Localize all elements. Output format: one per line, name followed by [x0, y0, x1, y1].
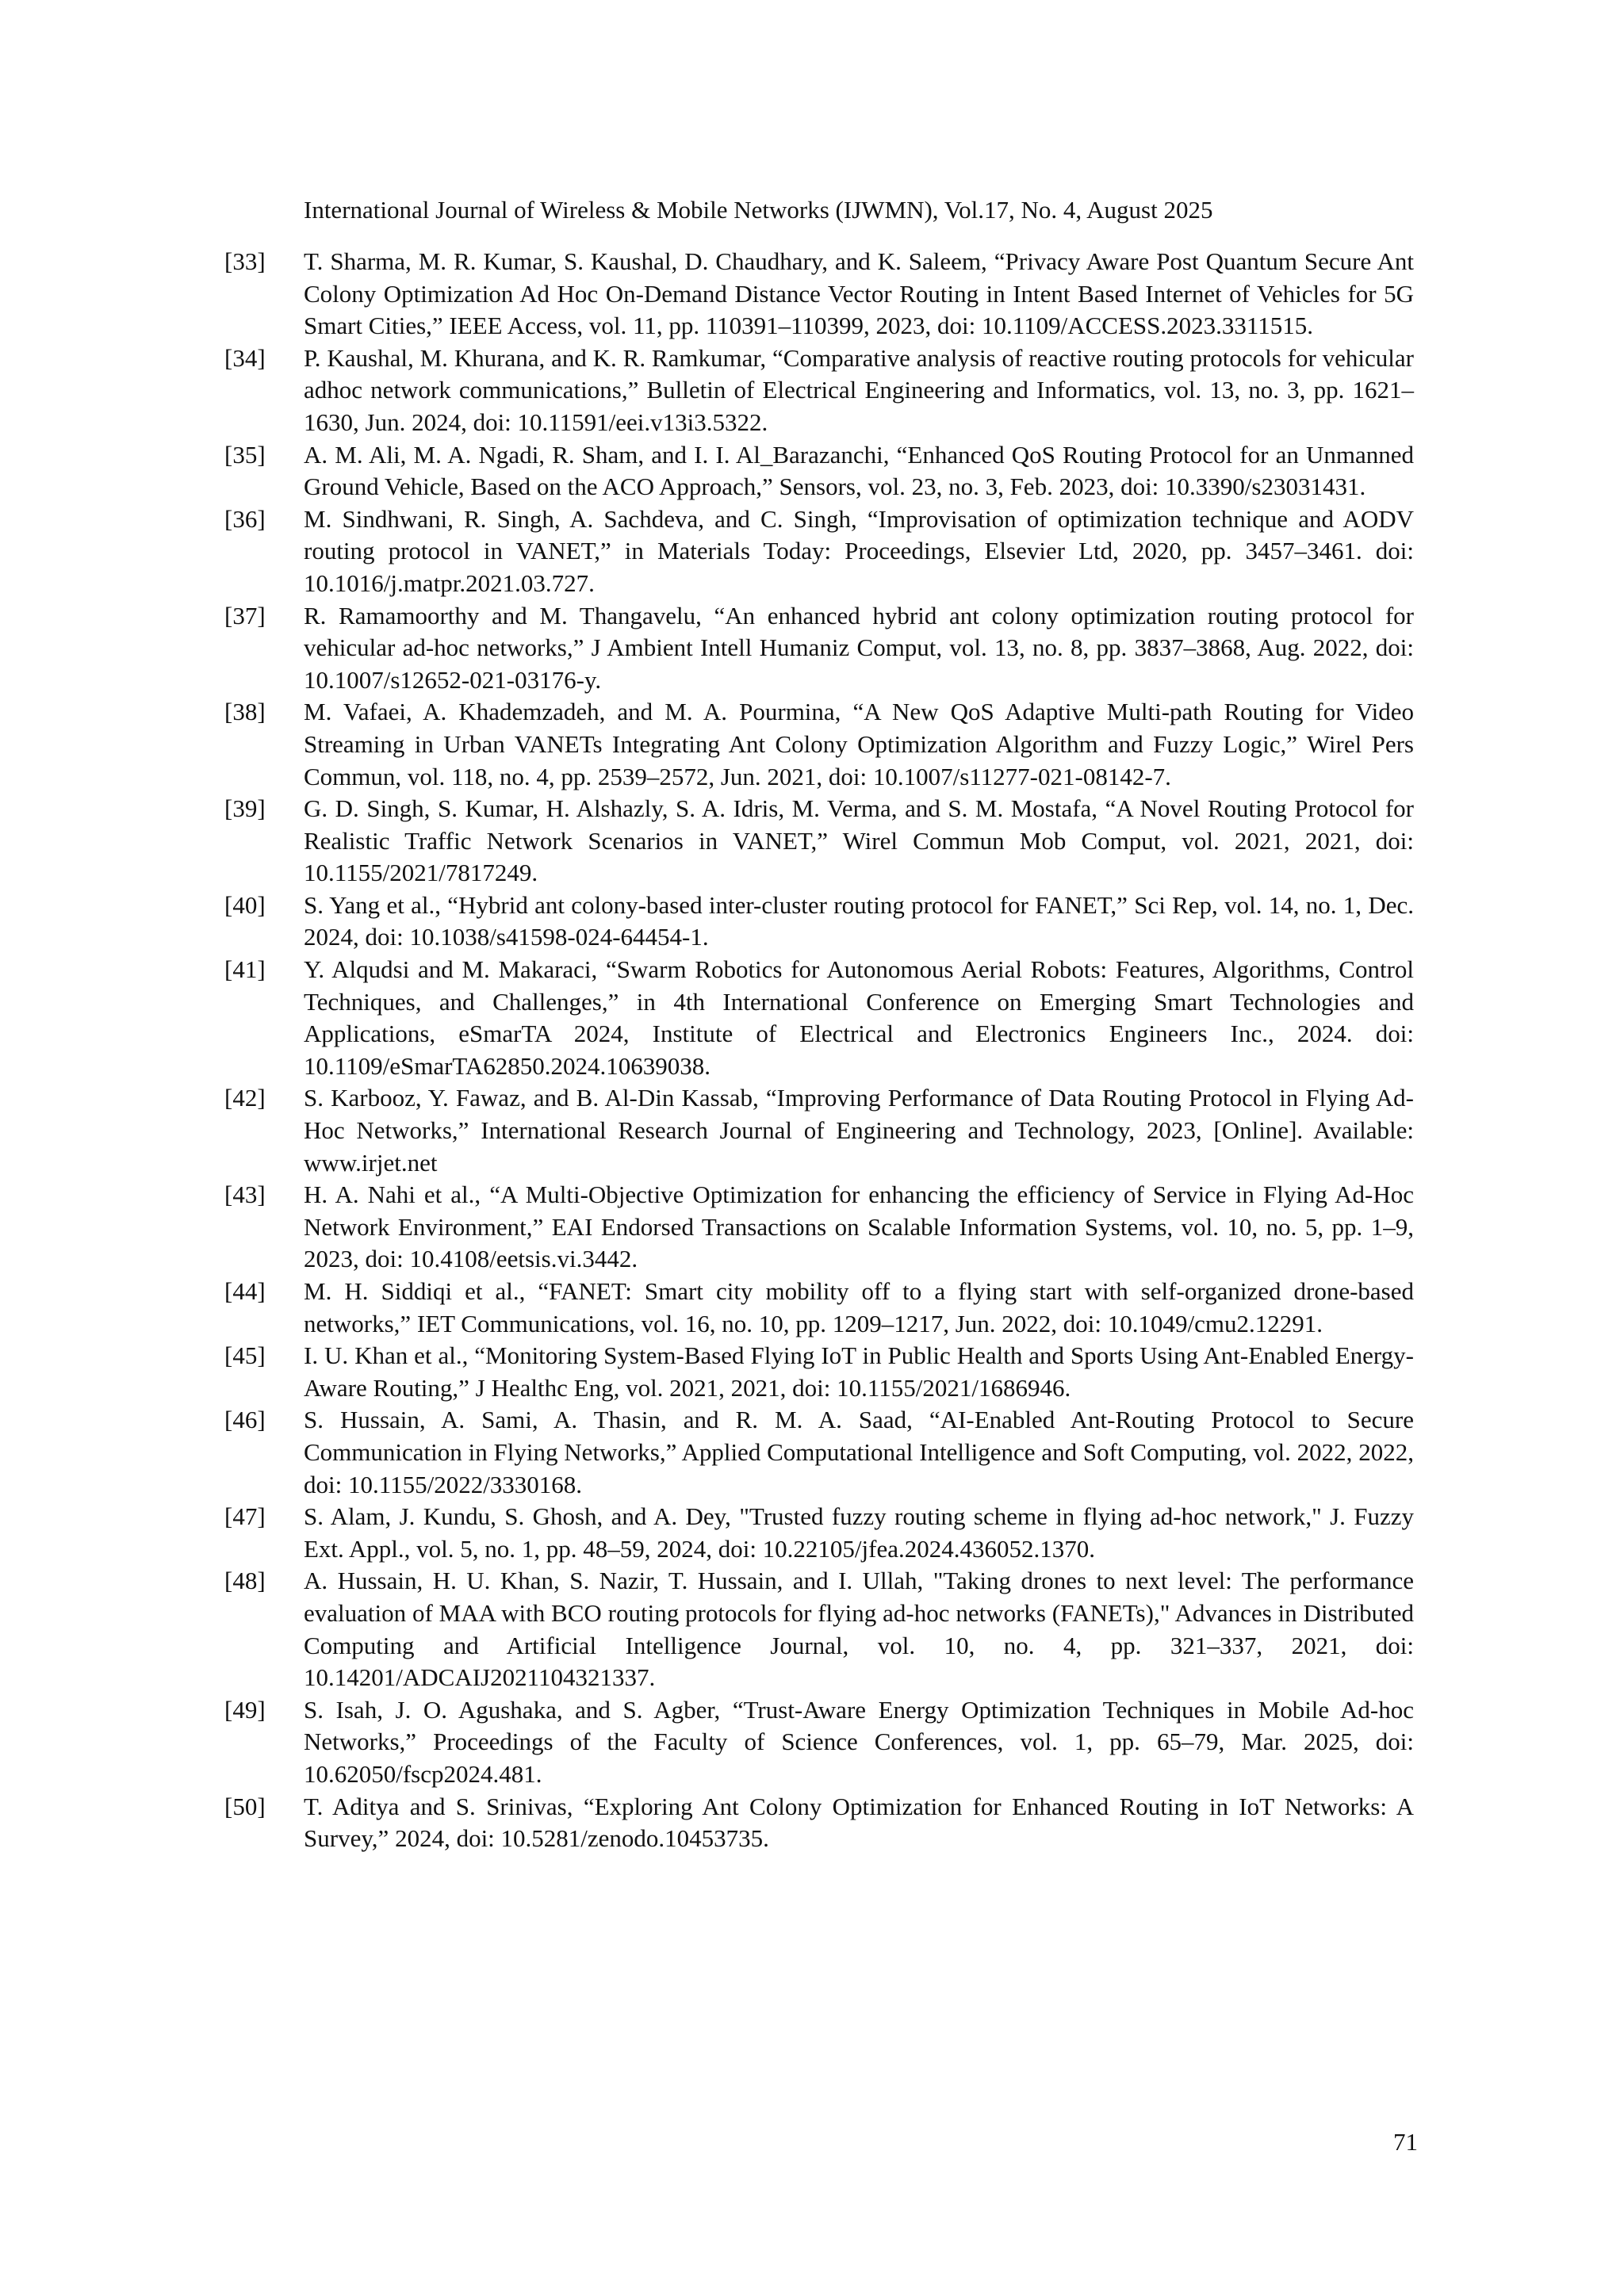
- reference-number: [48]: [224, 1567, 266, 1595]
- running-header: International Journal of Wireless & Mobile Networks (IJWMN), Vol.17, No. 4, August 2025: [304, 196, 1213, 224]
- reference-text: M. Vafaei, A. Khademzadeh, and M. A. Pourmina, “A New QoS Adaptive Multi-path Routing for Video Streaming in Urban VANETs Integrating Ant Colony Optimization Algorithm and Fuzzy Logic,” Wirel Pers Commun, vol. 118, no. 4, pp. 2539–2572, Jun. 2021, doi: 10.1007/s11277-021-08142-7.: [304, 698, 1414, 790]
- reference-text: T. Sharma, M. R. Kumar, S. Kaushal, D. Chaudhary, and K. Saleem, “Privacy Aware Post Quantum Secure Ant Colony Optimization Ad Hoc On-Demand Distance Vector Routing in Intent Based Internet of Vehicles for 5G Smart Cities,” IEEE Access, vol. 11, pp. 110391–110399, 2023, doi: 10.1109/ACCESS.2023.3311515.: [304, 247, 1414, 340]
- reference-item: [224, 696, 1414, 793]
- reference-text: M. Sindhwani, R. Singh, A. Sachdeva, and C. Singh, “Improvisation of optimization technique and AODV routing protocol in VANET,” in Materials Today: Proceedings, Elsevier Ltd, 2020, pp. 3457–3461. doi: 10.1016/j.matpr.2021.03.727.: [304, 504, 1414, 597]
- reference-item: [224, 1791, 1414, 1855]
- reference-item: [224, 1082, 1414, 1179]
- reference-text: P. Kaushal, M. Khurana, and K. R. Ramkumar, “Comparative analysis of reactive routing protocols for vehicular adhoc network communications,” Bulletin of Electrical Engineering and Informatics, vol. 13, no. 3, pp. 1621–1630, Jun. 2024, doi: 10.11591/eei.v13i3.5322.: [304, 343, 1414, 436]
- page-number: 71: [1393, 2128, 1418, 2156]
- reference-item: [224, 793, 1414, 890]
- reference-text: S. Karbooz, Y. Fawaz, and B. Al-Din Kassab, “Improving Performance of Data Routing Protocol in Flying Ad-Hoc Networks,” International Research Journal of Engineering and Technology, 2023, [Online]. Available: www.irjet.net: [304, 1084, 1414, 1177]
- reference-item: [224, 1694, 1414, 1791]
- reference-item: [224, 954, 1414, 1082]
- reference-number: [49]: [224, 1695, 266, 1724]
- reference-item: [224, 1340, 1414, 1404]
- reference-number: [44]: [224, 1277, 266, 1305]
- reference-text: S. Alam, J. Kundu, S. Ghosh, and A. Dey, "Trusted fuzzy routing scheme in flying ad-hoc network," J. Fuzzy Ext. Appl., vol. 5, no. 1, pp. 48–59, 2024, doi: 10.22105/jfea.2024.436052.1370.: [304, 1502, 1414, 1563]
- reference-number: [45]: [224, 1341, 266, 1370]
- reference-number: [47]: [224, 1502, 266, 1531]
- reference-text: S. Hussain, A. Sami, A. Thasin, and R. M. A. Saad, “AI-Enabled Ant-Routing Protocol to Secure Communication in Flying Networks,” Applied Computational Intelligence and Soft Computing, vol. 2022, 2022, doi: 10.1155/2022/3330168.: [304, 1406, 1414, 1498]
- reference-text: R. Ramamoorthy and M. Thangavelu, “An enhanced hybrid ant colony optimization routing protocol for vehicular ad-hoc networks,” J Ambient Intell Humaniz Comput, vol. 13, no. 8, pp. 3837–3868, Aug. 2022, doi: 10.1007/s12652-021-03176-y.: [304, 601, 1414, 694]
- reference-number: [38]: [224, 698, 266, 726]
- reference-item: [224, 503, 1414, 600]
- reference-item: [224, 439, 1414, 503]
- reference-number: [39]: [224, 794, 266, 823]
- reference-text: I. U. Khan et al., “Monitoring System-Based Flying IoT in Public Health and Sports Using Ant-Enabled Energy-Aware Routing,” J Healthc Eng, vol. 2021, 2021, doi: 10.1155/2021/1686946.: [304, 1341, 1414, 1402]
- reference-item: [224, 1565, 1414, 1693]
- reference-text: Y. Alqudsi and M. Makaraci, “Swarm Robotics for Autonomous Aerial Robots: Features, Algorithms, Control Techniques, and Challenges,” in 4th International Conference on Emerging Smart Technologies and Applications, eSmarTA 2024, Institute of Electrical and Electronics Engineers Inc., 2024. doi: 10.1109/eSmarTA62850.2024.10639038.: [304, 955, 1414, 1080]
- reference-number: [42]: [224, 1084, 266, 1112]
- reference-number: [36]: [224, 504, 266, 533]
- reference-text: G. D. Singh, S. Kumar, H. Alshazly, S. A. Idris, M. Verma, and S. M. Mostafa, “A Novel Routing Protocol for Realistic Traffic Network Scenarios in VANET,” Wirel Commun Mob Comput, vol. 2021, 2021, doi: 10.1155/2021/7817249.: [304, 794, 1414, 887]
- reference-text: T. Aditya and S. Srinivas, “Exploring Ant Colony Optimization for Enhanced Routing in IoT Networks: A Survey,” 2024, doi: 10.5281/zenodo.10453735.: [304, 1792, 1414, 1853]
- reference-text: S. Yang et al., “Hybrid ant colony-based inter-cluster routing protocol for FANET,” Sci Rep, vol. 14, no. 1, Dec. 2024, doi: 10.1038/s41598-024-64454-1.: [304, 890, 1414, 951]
- reference-item: [224, 890, 1414, 954]
- reference-item: [224, 1404, 1414, 1501]
- reference-text: A. M. Ali, M. A. Ngadi, R. Sham, and I. I. Al_Barazanchi, “Enhanced QoS Routing Protocol for an Unmanned Ground Vehicle, Based on the ACO Approach,” Sensors, vol. 23, no. 3, Feb. 2023, doi: 10.3390/s23031431.: [304, 440, 1414, 501]
- reference-number: [41]: [224, 955, 266, 984]
- reference-item: [224, 1501, 1414, 1565]
- reference-item: [224, 246, 1414, 342]
- reference-item: [224, 600, 1414, 697]
- reference-item: [224, 342, 1414, 439]
- reference-list: [224, 246, 1414, 1855]
- reference-text: A. Hussain, H. U. Khan, S. Nazir, T. Hussain, and I. Ullah, "Taking drones to next level: The performance evaluation of MAA with BCO routing protocols for flying ad-hoc networks (FANETs)," Advances in Distributed Computing and Artificial Intelligence Journal, vol. 10, no. 4, pp. 321–337, 2021, doi: 10.14201/ADCAIJ2021104321337.: [304, 1567, 1414, 1692]
- reference-item: [224, 1276, 1414, 1340]
- reference-number: [46]: [224, 1406, 266, 1434]
- reference-text: S. Isah, J. O. Agushaka, and S. Agber, “Trust-Aware Energy Optimization Techniques in Mobile Ad-hoc Networks,” Proceedings of the Faculty of Science Conferences, vol. 1, pp. 65–79, Mar. 2025, doi: 10.62050/fscp2024.481.: [304, 1695, 1414, 1788]
- reference-number: [43]: [224, 1181, 266, 1209]
- reference-text: H. A. Nahi et al., “A Multi-Objective Optimization for enhancing the efficiency of Service in Flying Ad-Hoc Network Environment,” EAI Endorsed Transactions on Scalable Information Systems, vol. 10, no. 5, pp. 1–9, 2023, doi: 10.4108/eetsis.vi.3442.: [304, 1181, 1414, 1273]
- reference-number: [34]: [224, 343, 266, 372]
- reference-number: [37]: [224, 601, 266, 629]
- reference-number: [33]: [224, 247, 266, 275]
- reference-number: [40]: [224, 890, 266, 919]
- reference-item: [224, 1179, 1414, 1276]
- reference-number: [50]: [224, 1792, 266, 1820]
- reference-text: M. H. Siddiqi et al., “FANET: Smart city mobility off to a flying start with self-organized drone-based networks,” IET Communications, vol. 16, no. 10, pp. 1209–1217, Jun. 2022, doi: 10.1049/cmu2.12291.: [304, 1277, 1414, 1337]
- reference-number: [35]: [224, 440, 266, 469]
